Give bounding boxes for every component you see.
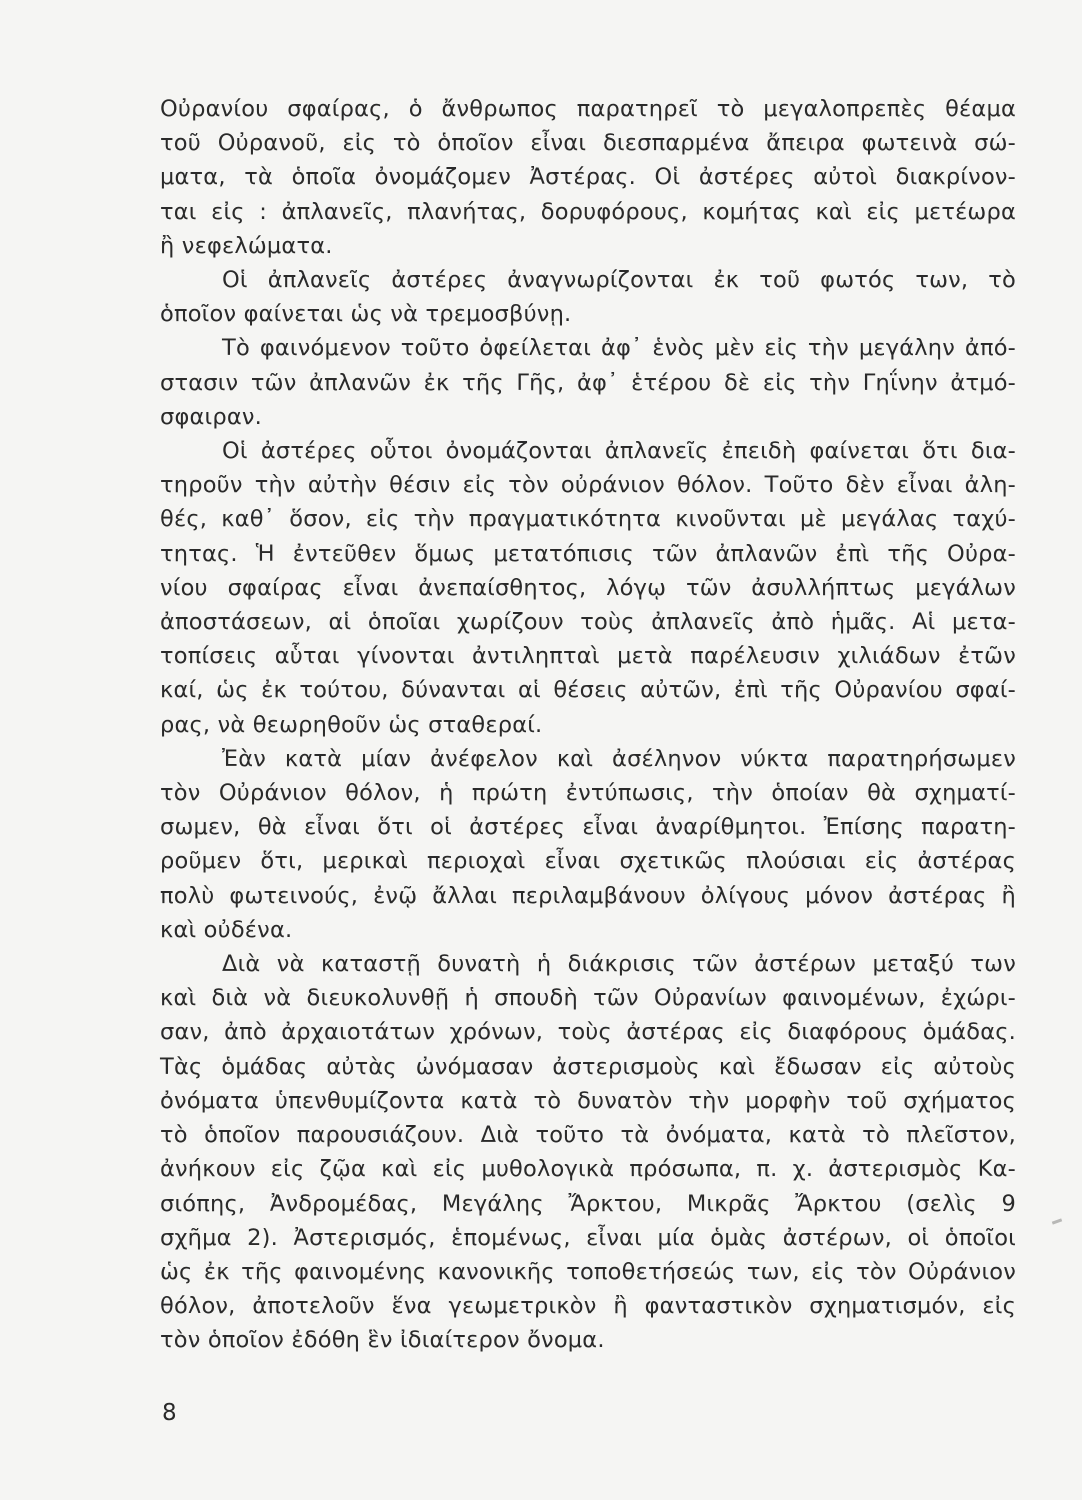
text-line: σωμεν, θὰ εἶναι ὅτι οἱ ἀστέρες εἶναι ἀναρίθμητοι. Ἐπίσης παρατη- [160, 814, 1016, 841]
text-line: ἀνήκουν εἰς ζῷα καὶ εἰς μυθολογικὰ πρόσωπα, π. χ. ἀστερισμὸς Κα- [160, 1156, 1016, 1183]
text-line: καὶ διὰ νὰ διευκολυνθῇ ἡ σπουδὴ τῶν Οὐρανίων φαινομένων, ἐχώρι- [160, 985, 1016, 1012]
text-line: Τὸ φαινόμενον τοῦτο ὀφείλεται ἀφ᾽ ἑνὸς μὲν εἰς τὴν μεγάλην ἀπό- [222, 335, 1016, 362]
text-line: ρας, νὰ θεωρηθοῦν ὡς σταθεραί. [160, 711, 543, 738]
scan-speck [1052, 1218, 1062, 1224]
text-line: Οὐρανίου σφαίρας, ὁ ἄνθρωπος παρατηρεῖ τὸ μεγαλοπρεπὲς θέαμα [160, 96, 1016, 122]
body-text [160, 92, 1016, 1358]
text-line: τοπίσεις αὗται γίνονται ἀντιληπταὶ μετὰ παρέλευσιν χιλιάδων ἐτῶν [160, 643, 1016, 670]
text-line: Διὰ νὰ καταστῇ δυνατὴ ἡ διάκρισις τῶν ἀστέρων μεταξύ των [222, 951, 1016, 978]
text-line: καί, ὡς ἐκ τούτου, δύνανται αἱ θέσεις αὐτῶν, ἐπὶ τῆς Οὐρανίου σφαί- [160, 677, 1016, 704]
text-line: Τὰς ὁμάδας αὐτὰς ὠνόμασαν ἀστερισμοὺς καὶ ἔδωσαν εἰς αὐτοὺς [160, 1053, 1016, 1080]
text-line: τητας. Ἡ ἐντεῦθεν ὅμως μετατόπισις τῶν ἀπλανῶν ἐπὶ τῆς Οὐρα- [160, 540, 1016, 567]
text-line: τὸν ὁποῖον ἐδόθη ἓν ἰδιαίτερον ὄνομα. [160, 1327, 605, 1354]
text-line: ὡς ἐκ τῆς φαινομένης κανονικῆς τοποθετήσεώς των, εἰς τὸν Οὐράνιον [160, 1258, 1016, 1285]
text-line: στασιν τῶν ἀπλανῶν ἐκ τῆς Γῆς, ἀφ᾽ ἑτέρου δὲ εἰς τὴν Γηΐνην ἀτμό- [160, 369, 1016, 396]
text-line: τοῦ Οὐρανοῦ, εἰς τὸ ὁποῖον εἶναι διεσπαρμένα ἄπειρα φωτεινὰ σώ- [160, 130, 1016, 157]
text-line: σιόπης, Ἀνδρομέδας, Μεγάλης Ἄρκτου, Μικρᾶς Ἄρκτου (σελὶς 9 [160, 1190, 1016, 1217]
text-line: πολὺ φωτεινούς, ἐνῷ ἄλλαι περιλαμβάνουν ὀλίγους μόνον ἀστέρας ἢ [160, 882, 1016, 909]
text-line: ὀνόματα ὑπενθυμίζοντα κατὰ τὸ δυνατὸν τὴν μορφὴν τοῦ σχήματος [160, 1087, 1016, 1114]
text-line: νίου σφαίρας εἶναι ἀνεπαίσθητος, λόγῳ τῶν ἀσυλλήπτως μεγάλων [160, 574, 1016, 601]
text-line: ται εἰς : ἀπλανεῖς, πλανήτας, δορυφόρους, κομήτας καὶ εἰς μετέωρα [160, 198, 1016, 225]
text-line: ἀποστάσεων, αἱ ὁποῖαι χωρίζουν τοὺς ἀπλανεῖς ἀπὸ ἡμᾶς. Αἱ μετα- [160, 609, 1016, 636]
page-number: 8 [162, 1400, 177, 1426]
text-line: ροῦμεν ὅτι, μερικαὶ περιοχαὶ εἶναι σχετικῶς πλούσιαι εἰς ἀστέρας [160, 848, 1016, 875]
text-line: Οἱ ἀστέρες οὗτοι ὀνομάζονται ἀπλανεῖς ἐπειδὴ φαίνεται ὅτι δια- [222, 438, 1016, 465]
text-line: ἢ νεφελώματα. [160, 232, 333, 259]
text-line: σφαιραν. [160, 403, 262, 430]
text-line: σχῆμα 2). Ἀστερισμός, ἑπομένως, εἶναι μία ὁμὰς ἀστέρων, οἱ ὁποῖοι [160, 1224, 1016, 1251]
text-line: καὶ οὐδένα. [160, 916, 293, 943]
text-line: τὸ ὁποῖον παρουσιάζουν. Διὰ τοῦτο τὰ ὀνόματα, κατὰ τὸ πλεῖστον, [160, 1122, 1016, 1149]
text-line: Ἐὰν κατὰ μίαν ἀνέφελον καὶ ἀσέληνον νύκτα παρατηρήσωμεν [222, 745, 1016, 772]
text-line: θόλον, ἀποτελοῦν ἕνα γεωμετρικὸν ἢ φανταστικὸν σχηματισμόν, εἰς [160, 1293, 1016, 1320]
text-line: Οἱ ἀπλανεῖς ἀστέρες ἀναγνωρίζονται ἐκ τοῦ φωτός των, τὸ [222, 267, 1016, 294]
text-line: ὁποῖον φαίνεται ὡς νὰ τρεμοσβύνῃ. [160, 301, 572, 328]
text-line: ματα, τὰ ὁποῖα ὀνομάζομεν Ἀστέρας. Οἱ ἀστέρες αὐτοὶ διακρίνον- [160, 164, 1016, 191]
text-line: θές, καθ᾽ ὅσον, εἰς τὴν πραγματικότητα κινοῦνται μὲ μεγάλας ταχύ- [160, 506, 1016, 533]
text-line: τηροῦν τὴν αὐτὴν θέσιν εἰς τὸν οὐράνιον θόλον. Τοῦτο δὲν εἶναι ἀλη- [160, 472, 1016, 499]
text-line: τὸν Οὐράνιον θόλον, ἡ πρώτη ἐντύπωσις, τὴν ὁποίαν θὰ σχηματί- [160, 780, 1016, 807]
text-line: σαν, ἀπὸ ἀρχαιοτάτων χρόνων, τοὺς ἀστέρας εἰς διαφόρους ὁμάδας. [160, 1019, 1016, 1046]
